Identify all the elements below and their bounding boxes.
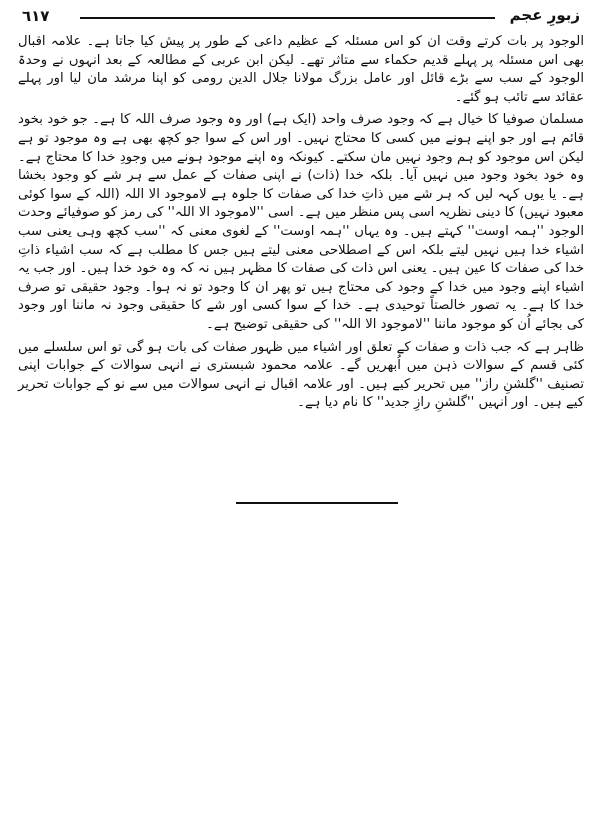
page-number: ٦١٧: [22, 7, 50, 25]
paragraph: الوجود پر بات کرتے وقت ان کو اس مسئلہ کے عظیم داعی کے طور پر پیش کیا جاتا ہے۔ علامہ اقبال بھی اس مسئلہ پر پہلے قدیم حکماء سے متاثر تھے۔ لیکن ابن عربی کے مطالعہ کے بعد انہوں نے وحدۃ الوجود کے سب سے بڑے قائل اور عامل بزرگ مولانا جلال الدین رومی کو اپنا مرشد مان لیا اور پہلے عقائد سے تائب ہو گئے۔: [18, 34, 584, 105]
running-title: زبورِ عجم: [509, 6, 580, 24]
paragraph: مسلمان صوفیا کا خیال ہے کہ وجود صرف واحد (ایک ہے) اور وہ وجود صرف اللہ کا ہے۔ جو خود بخود قائم ہے اور جو اپنے ہونے میں کسی کا محتاج نہیں۔ اور اس کے سوا جو کچھ بھی ہے وہ موجود تو ہے لیکن اس موجود کو ہم وجود نہیں مان سکتے۔ کیونکہ وہ اپنے موجود ہونے میں وجودِ خدا کا محتاج ہے۔ وہ خود بخود وجود میں نہیں آیا۔ بلکہ خدا (ذات) نے اپنی صفات کے عمل سے ہر شے کو وجود بخشا ہے۔ یا یوں کہہ لیں کہ ہر شے میں ذاتِ خدا کی صفات کا جلوہ ہے لاموجود الا اللہ (اللہ کے سوا کوئی معبود نہیں) کا دینی نظریہ اسی پس منظر میں ہے۔ اسی ''لاموجود الا اللہ'' کی رمز کو صوفیائے وحدت الوجود ''ہمہ اوست'' کہتے ہیں۔ وہ یہاں ''ہمہ اوست'' کے لغوی معنی کہ ''سب کچھ وہی یعنی سب اشیاء خدا ہیں نہیں لیتے بلکہ اس کے اصطلاحی معنی لیتے ہیں جس کا مطلب ہے کہ سب اشیاء ذاتِ خدا کی صفات کا عین ہیں۔ یعنی اس ذات کی صفات کا مظہر ہیں نہ کہ وہ خود خدا ہیں۔ اور جب یہ اشیاء اپنے وجود میں خدا کے وجود کی محتاج ہیں تو پھر ان کا وجود تو نہ ہوا۔ وجود حقیقی تو صرف خدا کا ہے۔ یہ تصور خالصتاً توحیدی ہے۔ خدا کے سوا کسی اور شے کا حقیقی وجود نہ ماننا اور وجود کی بجائے اُن کو موجود ماننا ''لاموجود الا اللہ'' کی حقیقی توضیح ہے۔: [18, 112, 584, 332]
paragraph: ظاہر ہے کہ جب ذات و صفات کے تعلق اور اشیاء میں ظہور صفات کی بات ہو گی تو اس سلسلے میں کئی قسم کے سوالات ذہن میں اُبھریں گے۔ علامہ محمود شبستری نے انہی سوالات کے جوابات اپنی تصنیف ''گلشنِ راز'' میں تحریر کیے ہیں۔ اور علامہ اقبال نے انہی سوالات میں سے نو کے جوابات تحریر کیے ہیں۔ اور انہیں ''گلشنِ رازِ جدید'' کا نام دیا ہے۔: [18, 339, 584, 411]
body-text: [18, 33, 584, 417]
section-end-rule: [236, 502, 398, 504]
page-header: [10, 5, 590, 29]
header-rule: [80, 17, 495, 19]
